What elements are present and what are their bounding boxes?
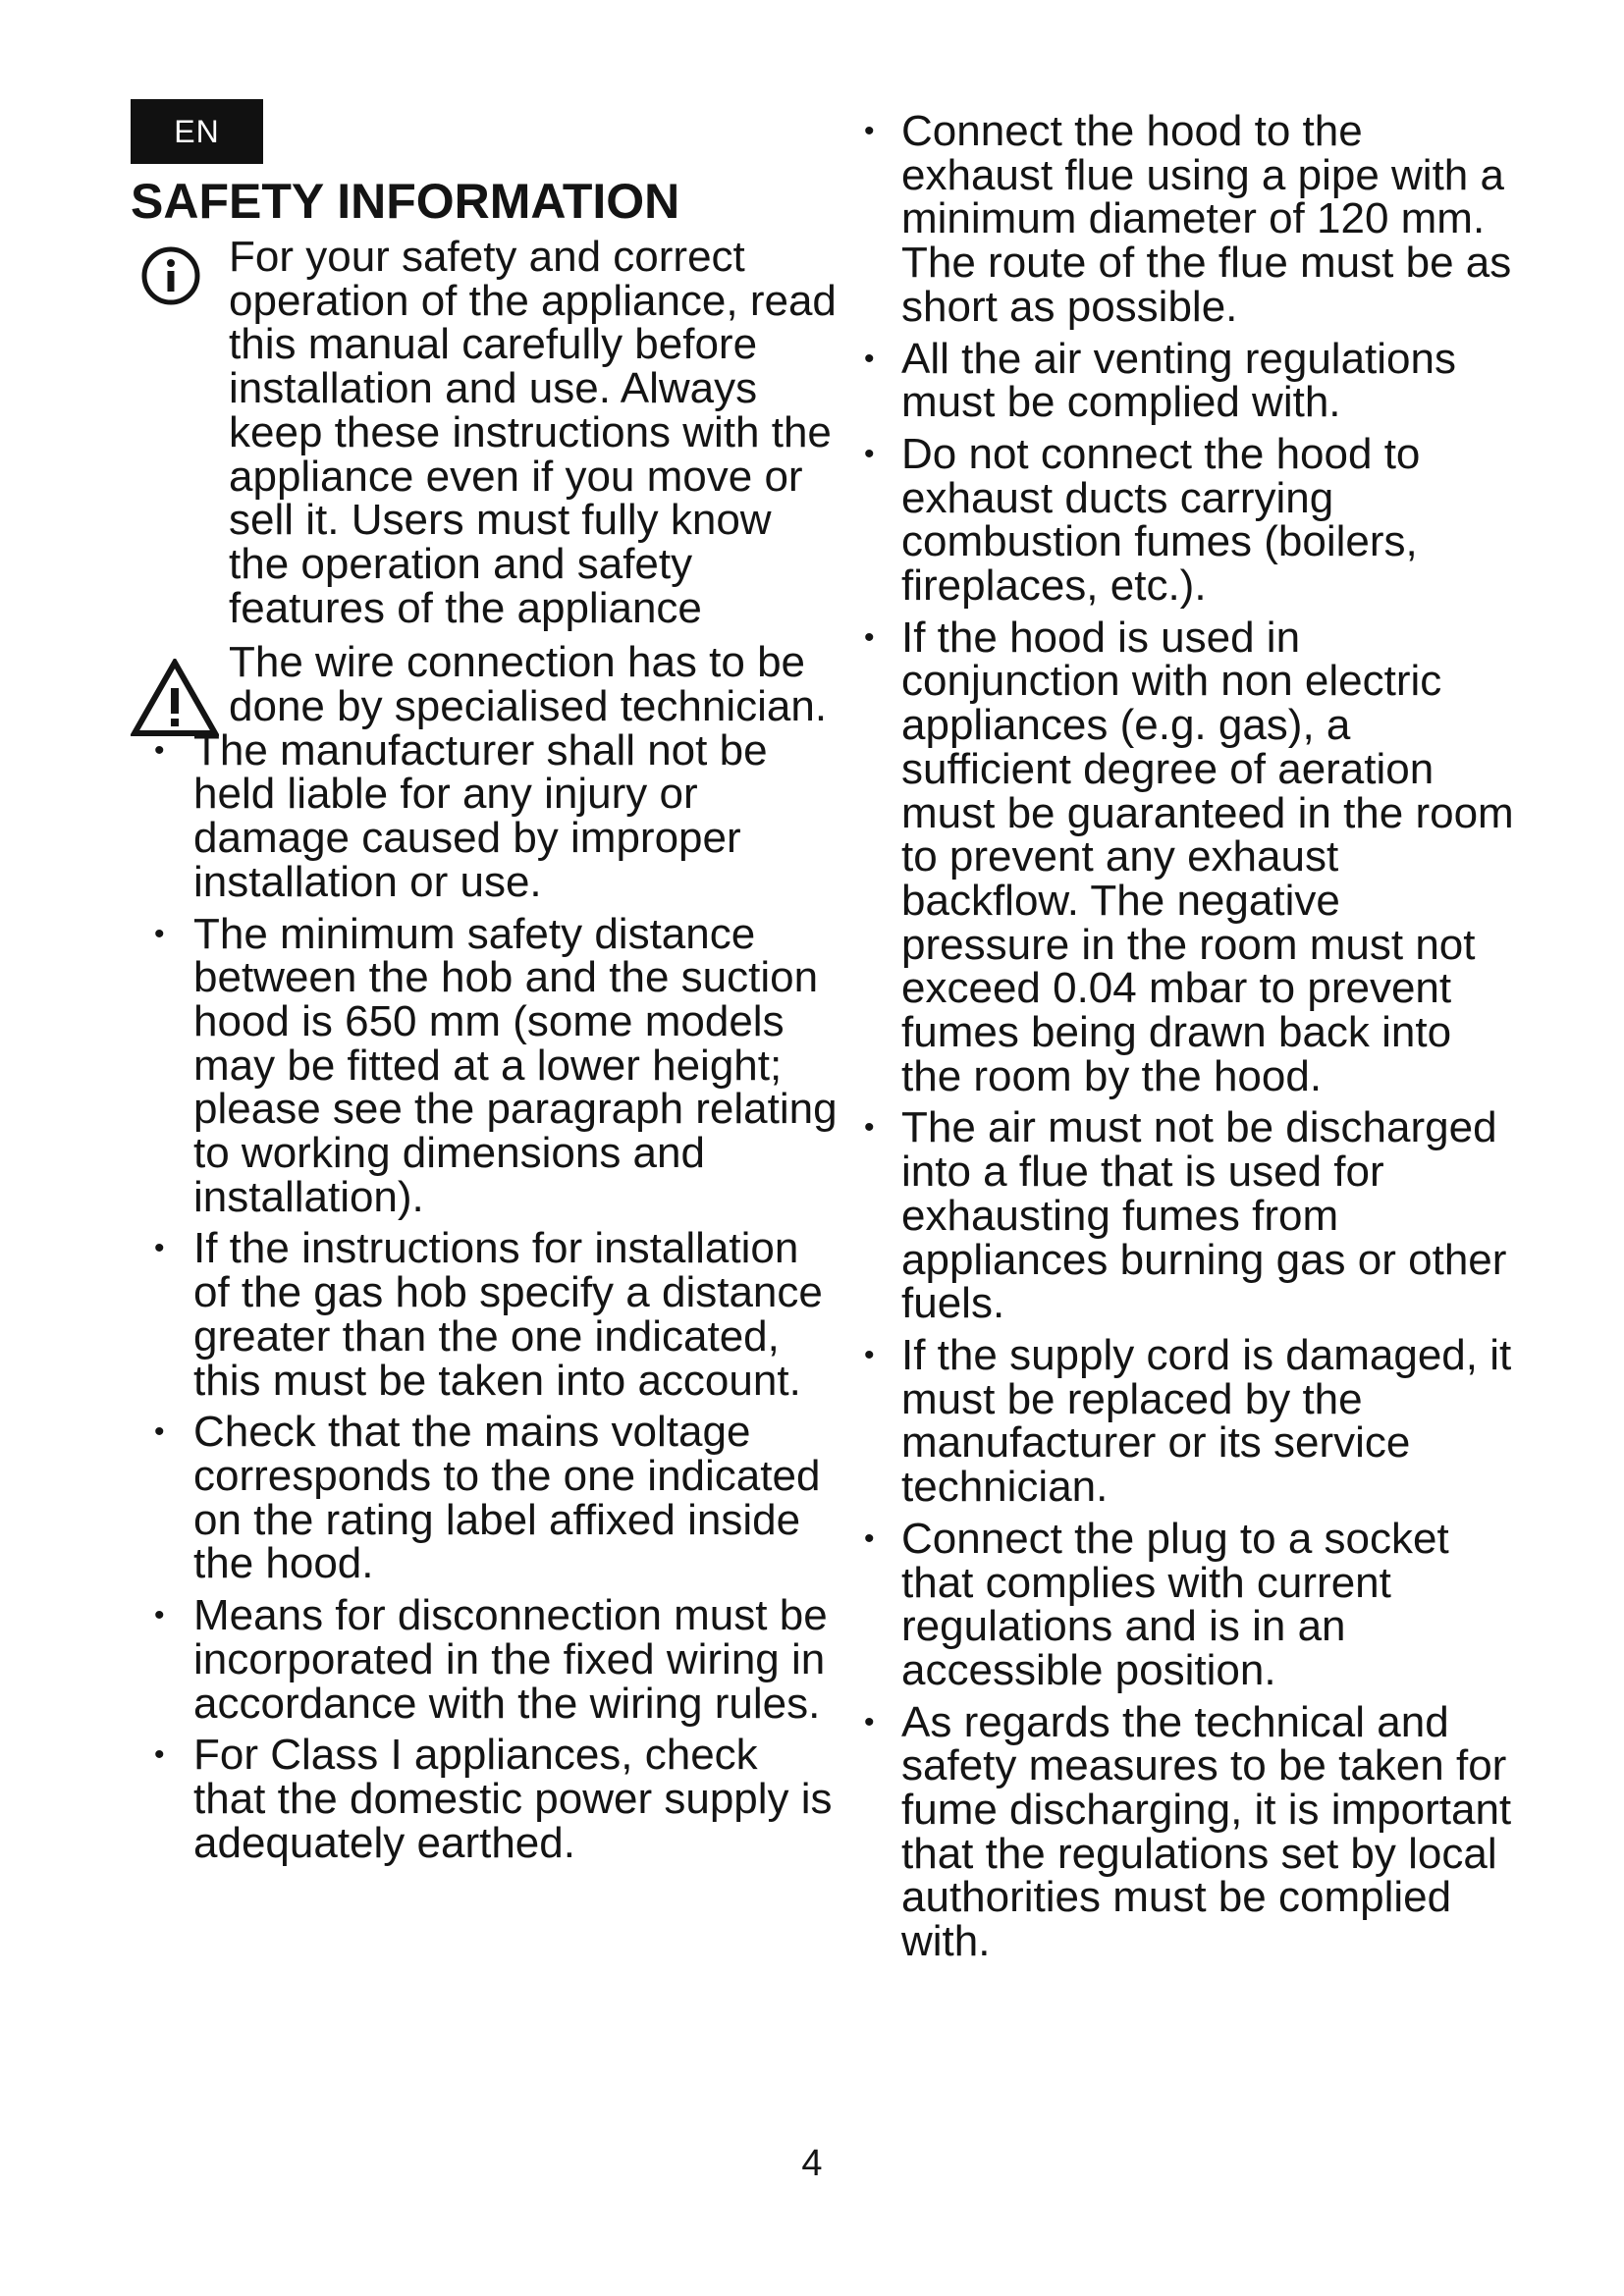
right-column <box>852 107 1520 1972</box>
right-bullet-list <box>852 107 1520 1966</box>
list-item: • The minimum safety distance between the hob and the suction hood is 650 mm (some models may be fitted at a lower height; please see the paragraph relating to working dimensions and installation). <box>131 913 838 1220</box>
list-item: • All the air venting regulations must be complied with. <box>852 338 1520 425</box>
list-item: • Connect the plug to a socket that complies with current regulations and is in an accessible position. <box>852 1518 1520 1693</box>
list-item: • The air must not be discharged into a flue that is used for exhausting fumes from appliances burning gas or other fuels. <box>852 1106 1520 1326</box>
list-item: • The manufacturer shall not be held liable for any injury or damage caused by improper installation or use. <box>131 729 838 905</box>
list-item: • Connect the hood to the exhaust flue using a pipe with a minimum diameter of 120 mm. The route of the flue must be as short as possible. <box>852 110 1520 330</box>
warning-notice-text: The wire connection has to be done by specialised technician. <box>229 638 828 731</box>
language-badge: EN <box>131 99 263 164</box>
info-notice <box>131 233 838 632</box>
list-item: • If the supply cord is damaged, it must be replaced by the manufacturer or its service technician. <box>852 1334 1520 1510</box>
list-item: • If the hood is used in conjunction with non electric appliances (e.g. gas), a sufficient degree of aeration must be guaranteed in the room to prevent any exhaust backflow. The negative pressure in the room must not exceed 0.04 mbar to prevent fumes being drawn back into the room by the hood. <box>852 616 1520 1099</box>
page-number: 4 <box>801 2143 823 2184</box>
list-item: • Do not connect the hood to exhaust ducts carrying combustion fumes (boilers, fireplaces, etc.). <box>852 433 1520 609</box>
warning-notice <box>131 638 838 731</box>
left-column <box>131 233 838 1873</box>
list-item: • If the instructions for installation of the gas hob specify a distance greater than the one indicated, this must be taken into account. <box>131 1227 838 1403</box>
info-icon <box>140 245 201 306</box>
list-item: • As regards the technical and safety measures to be taken for fume discharging, it is important that the regulations set by local authorities must be complied with. <box>852 1701 1520 1964</box>
list-item: • Check that the mains voltage corresponds to the one indicated on the rating label affixed inside the hood. <box>131 1411 838 1586</box>
list-item: • For Class I appliances, check that the domestic power supply is adequately earthed. <box>131 1734 838 1865</box>
list-item: • Means for disconnection must be incorporated in the fixed wiring in accordance with the wiring rules. <box>131 1594 838 1726</box>
left-bullet-list <box>131 725 838 1867</box>
page-title: SAFETY INFORMATION <box>131 174 680 229</box>
info-notice-text: For your safety and correct operation of the appliance, read this manual carefully before installation and use. Always keep these instructions with the appliance even if you move or sell it. Users must fully know the operation and safety features of the appliance <box>229 233 837 632</box>
